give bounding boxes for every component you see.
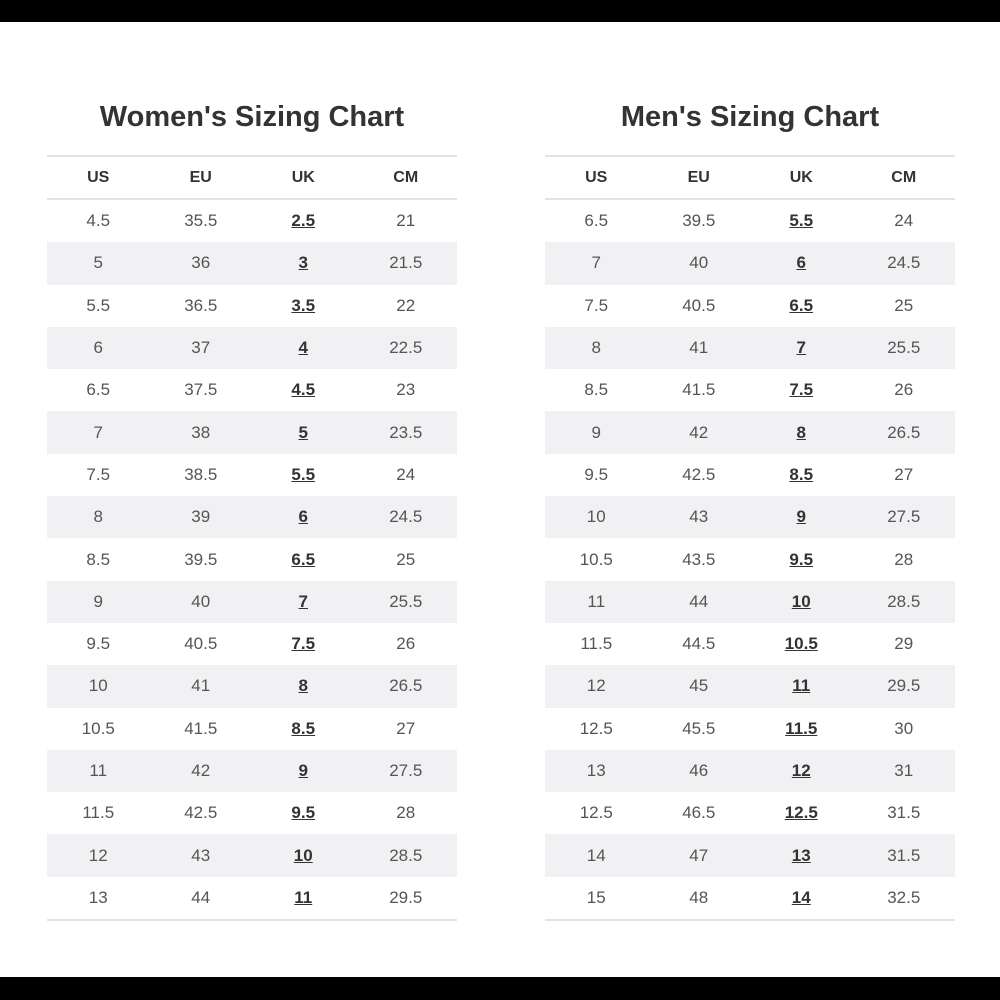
size-cell-cm: 27.5 — [389, 761, 423, 780]
size-cell-us: 5.5 — [86, 295, 111, 315]
size-cell-cm: 31 — [894, 761, 914, 780]
table-row — [47, 285, 457, 327]
size-cell-uk: 3 — [298, 253, 308, 273]
table-row — [47, 877, 457, 920]
table-row — [47, 369, 457, 411]
mens-sizing-chart — [545, 22, 955, 921]
table-row — [47, 792, 457, 834]
size-cell-cm: 28 — [894, 549, 914, 569]
womens-table-body — [47, 199, 457, 920]
size-cell-uk: 11 — [294, 887, 313, 907]
size-cell-eu: 44 — [689, 591, 709, 611]
size-cell-uk: 10 — [293, 845, 313, 865]
size-cell-uk: 11.5 — [785, 718, 818, 738]
size-cell-uk: 7.5 — [789, 380, 814, 400]
table-row — [545, 708, 955, 750]
size-cell-eu: 41 — [689, 338, 709, 358]
size-cell-us: 6.5 — [584, 211, 609, 231]
size-cell-cm: 23.5 — [389, 422, 423, 442]
table-row — [545, 411, 955, 453]
size-cell-uk: 9.5 — [789, 549, 814, 569]
size-cell-cm: 29.5 — [887, 676, 921, 696]
size-cell-eu: 42 — [689, 422, 709, 442]
size-cell-eu: 40 — [689, 253, 709, 273]
size-cell-uk: 8 — [298, 676, 308, 696]
size-cell-uk: 6.5 — [291, 549, 316, 569]
size-cell-eu: 44 — [191, 887, 211, 907]
size-cell-cm: 27.5 — [887, 507, 921, 527]
size-cell-us: 8.5 — [584, 380, 609, 400]
size-cell-us: 9.5 — [86, 634, 111, 654]
size-cell-uk: 10.5 — [784, 634, 818, 654]
size-cell-uk: 6 — [796, 253, 806, 273]
size-cell-eu: 39 — [191, 507, 211, 527]
table-row — [47, 496, 457, 538]
size-cell-uk: 5.5 — [291, 464, 316, 484]
size-cell-cm: 26.5 — [389, 676, 423, 696]
size-cell-us: 15 — [586, 887, 606, 907]
table-row — [47, 242, 457, 284]
size-cell-eu: 42.5 — [682, 464, 716, 484]
mens-size-table — [545, 155, 955, 921]
size-cell-eu: 40.5 — [184, 634, 218, 654]
size-cell-eu: 42.5 — [184, 803, 218, 823]
table-row — [545, 369, 955, 411]
size-cell-us: 12.5 — [579, 718, 613, 738]
size-cell-eu: 46 — [689, 761, 709, 780]
size-cell-us: 6 — [93, 338, 103, 358]
size-cell-eu: 39.5 — [184, 549, 218, 569]
size-cell-eu: 40.5 — [682, 295, 716, 315]
mens-table-body — [545, 199, 955, 920]
table-row — [545, 581, 955, 623]
table-row — [545, 623, 955, 665]
size-cell-us: 11 — [89, 761, 108, 780]
size-cell-uk: 2.5 — [291, 211, 316, 231]
table-row — [47, 199, 457, 242]
size-cell-cm: 28.5 — [887, 591, 921, 611]
size-cell-eu: 45.5 — [682, 718, 716, 738]
size-cell-us: 8.5 — [86, 549, 111, 569]
size-cell-uk: 6 — [298, 507, 308, 527]
size-cell-cm: 25 — [396, 549, 416, 569]
womens-size-table — [47, 155, 457, 921]
size-cell-eu: 35.5 — [184, 211, 218, 231]
size-cell-uk: 6.5 — [789, 295, 814, 315]
table-row — [545, 242, 955, 284]
column-header-us: US — [585, 168, 608, 186]
table-row — [47, 665, 457, 707]
size-cell-uk: 10 — [791, 591, 811, 611]
table-row — [545, 750, 955, 792]
column-header-uk: UK — [291, 168, 315, 186]
size-cell-uk: 7.5 — [291, 634, 316, 654]
size-cell-us: 12.5 — [579, 803, 613, 823]
size-cell-us: 10.5 — [579, 549, 613, 569]
size-cell-us: 8 — [591, 338, 601, 358]
size-cell-eu: 42 — [191, 761, 211, 780]
size-cell-cm: 27 — [396, 718, 416, 738]
size-cell-uk: 5 — [298, 422, 308, 442]
size-cell-eu: 46.5 — [682, 803, 716, 823]
size-cell-cm: 28.5 — [389, 845, 423, 865]
size-cell-cm: 21 — [396, 211, 416, 231]
size-cell-uk: 9.5 — [291, 803, 316, 823]
size-cell-uk: 12.5 — [784, 803, 818, 823]
size-cell-us: 5 — [93, 253, 103, 273]
size-cell-cm: 25.5 — [389, 591, 423, 611]
size-cell-uk: 8 — [796, 422, 806, 442]
size-cell-eu: 43.5 — [682, 549, 716, 569]
size-cell-cm: 26 — [894, 380, 914, 400]
page — [0, 22, 1000, 977]
table-row — [47, 834, 457, 876]
size-cell-eu: 43 — [689, 507, 709, 527]
size-cell-cm: 29 — [894, 634, 914, 654]
size-cell-us: 9.5 — [584, 464, 609, 484]
size-cell-us: 4.5 — [86, 211, 111, 231]
column-header-eu: EU — [189, 168, 212, 186]
size-cell-cm: 25.5 — [887, 338, 921, 358]
size-cell-uk: 8.5 — [291, 718, 316, 738]
size-cell-cm: 29.5 — [389, 887, 423, 907]
size-cell-uk: 7 — [796, 338, 806, 358]
size-cell-cm: 26.5 — [887, 422, 921, 442]
size-cell-cm: 22 — [396, 295, 416, 315]
size-cell-cm: 26 — [396, 634, 416, 654]
size-cell-cm: 24.5 — [389, 507, 423, 527]
size-cell-uk: 13 — [791, 845, 811, 865]
size-cell-eu: 43 — [191, 845, 211, 865]
size-cell-eu: 38.5 — [184, 464, 218, 484]
size-cell-uk: 4.5 — [291, 380, 316, 400]
size-cell-cm: 24 — [894, 211, 914, 231]
size-cell-us: 9 — [93, 591, 103, 611]
size-cell-cm: 32.5 — [887, 887, 921, 907]
column-header-uk: UK — [789, 168, 813, 186]
size-cell-us: 6.5 — [86, 380, 111, 400]
table-row — [545, 538, 955, 580]
size-cell-cm: 22.5 — [389, 338, 423, 358]
size-cell-uk: 14 — [791, 887, 811, 907]
size-cell-uk: 9 — [298, 761, 308, 780]
size-cell-eu: 44.5 — [682, 634, 716, 654]
column-header-eu: EU — [687, 168, 710, 186]
size-cell-cm: 23 — [396, 380, 416, 400]
size-cell-eu: 41 — [191, 676, 211, 696]
size-cell-us: 7 — [591, 253, 601, 273]
size-cell-cm: 24.5 — [887, 253, 921, 273]
table-row — [47, 327, 457, 369]
size-cell-us: 13 — [88, 887, 108, 907]
size-cell-eu: 36 — [191, 253, 211, 273]
size-cell-cm: 25 — [894, 295, 914, 315]
size-cell-eu: 47 — [689, 845, 709, 865]
table-row — [545, 496, 955, 538]
size-cell-us: 7 — [93, 422, 103, 442]
size-cell-us: 9 — [591, 422, 601, 442]
column-header-cm: CM — [393, 168, 419, 186]
size-cell-eu: 48 — [689, 887, 709, 907]
size-cell-us: 11.5 — [580, 634, 613, 654]
table-row — [47, 750, 457, 792]
size-cell-cm: 24 — [396, 464, 416, 484]
table-row — [47, 623, 457, 665]
table-row — [47, 538, 457, 580]
table-row — [47, 581, 457, 623]
table-row — [47, 454, 457, 496]
size-cell-cm: 27 — [894, 464, 914, 484]
mens-chart-title: Men's Sizing Chart — [620, 101, 880, 133]
size-cell-eu: 41.5 — [184, 718, 218, 738]
size-cell-us: 10 — [586, 507, 606, 527]
size-cell-us: 12 — [586, 676, 606, 696]
column-header-cm: CM — [891, 168, 917, 186]
size-cell-uk: 7 — [298, 591, 308, 611]
size-cell-us: 7.5 — [584, 295, 609, 315]
table-row — [545, 327, 955, 369]
size-cell-uk: 5.5 — [789, 211, 814, 231]
size-cell-cm: 21.5 — [389, 253, 423, 273]
size-cell-us: 11.5 — [82, 803, 115, 823]
size-cell-eu: 37.5 — [184, 380, 218, 400]
size-cell-cm: 31.5 — [887, 803, 921, 823]
womens-chart-title: Women's Sizing Chart — [99, 101, 405, 133]
size-cell-us: 13 — [586, 761, 606, 780]
size-cell-uk: 9 — [796, 507, 806, 527]
size-cell-eu: 38 — [191, 422, 211, 442]
womens-sizing-chart — [47, 22, 457, 921]
table-row — [545, 834, 955, 876]
size-cell-us: 12 — [88, 845, 108, 865]
size-cell-eu: 36.5 — [184, 295, 218, 315]
size-cell-uk: 11 — [792, 676, 811, 696]
size-cell-eu: 37 — [191, 338, 211, 358]
size-cell-uk: 3.5 — [291, 295, 316, 315]
size-cell-cm: 28 — [396, 803, 416, 823]
size-cell-uk: 8.5 — [789, 464, 814, 484]
table-row — [545, 792, 955, 834]
size-cell-us: 10 — [88, 676, 108, 696]
size-cell-eu: 40 — [191, 591, 211, 611]
table-row — [545, 454, 955, 496]
table-row — [545, 877, 955, 920]
table-row — [545, 285, 955, 327]
size-cell-us: 8 — [93, 507, 103, 527]
table-row — [545, 665, 955, 707]
size-cell-us: 14 — [586, 845, 606, 865]
size-cell-uk: 12 — [791, 761, 811, 780]
table-row — [47, 708, 457, 750]
size-cell-cm: 30 — [894, 718, 914, 738]
table-row — [545, 199, 955, 242]
table-row — [47, 411, 457, 453]
column-header-us: US — [87, 168, 110, 186]
size-cell-cm: 31.5 — [887, 845, 921, 865]
size-cell-eu: 45 — [689, 676, 709, 696]
size-cell-uk: 4 — [298, 338, 308, 358]
size-cell-eu: 41.5 — [682, 380, 716, 400]
size-cell-us: 7.5 — [86, 464, 111, 484]
size-cell-us: 11 — [587, 591, 606, 611]
size-cell-us: 10.5 — [81, 718, 115, 738]
size-cell-eu: 39.5 — [682, 211, 716, 231]
